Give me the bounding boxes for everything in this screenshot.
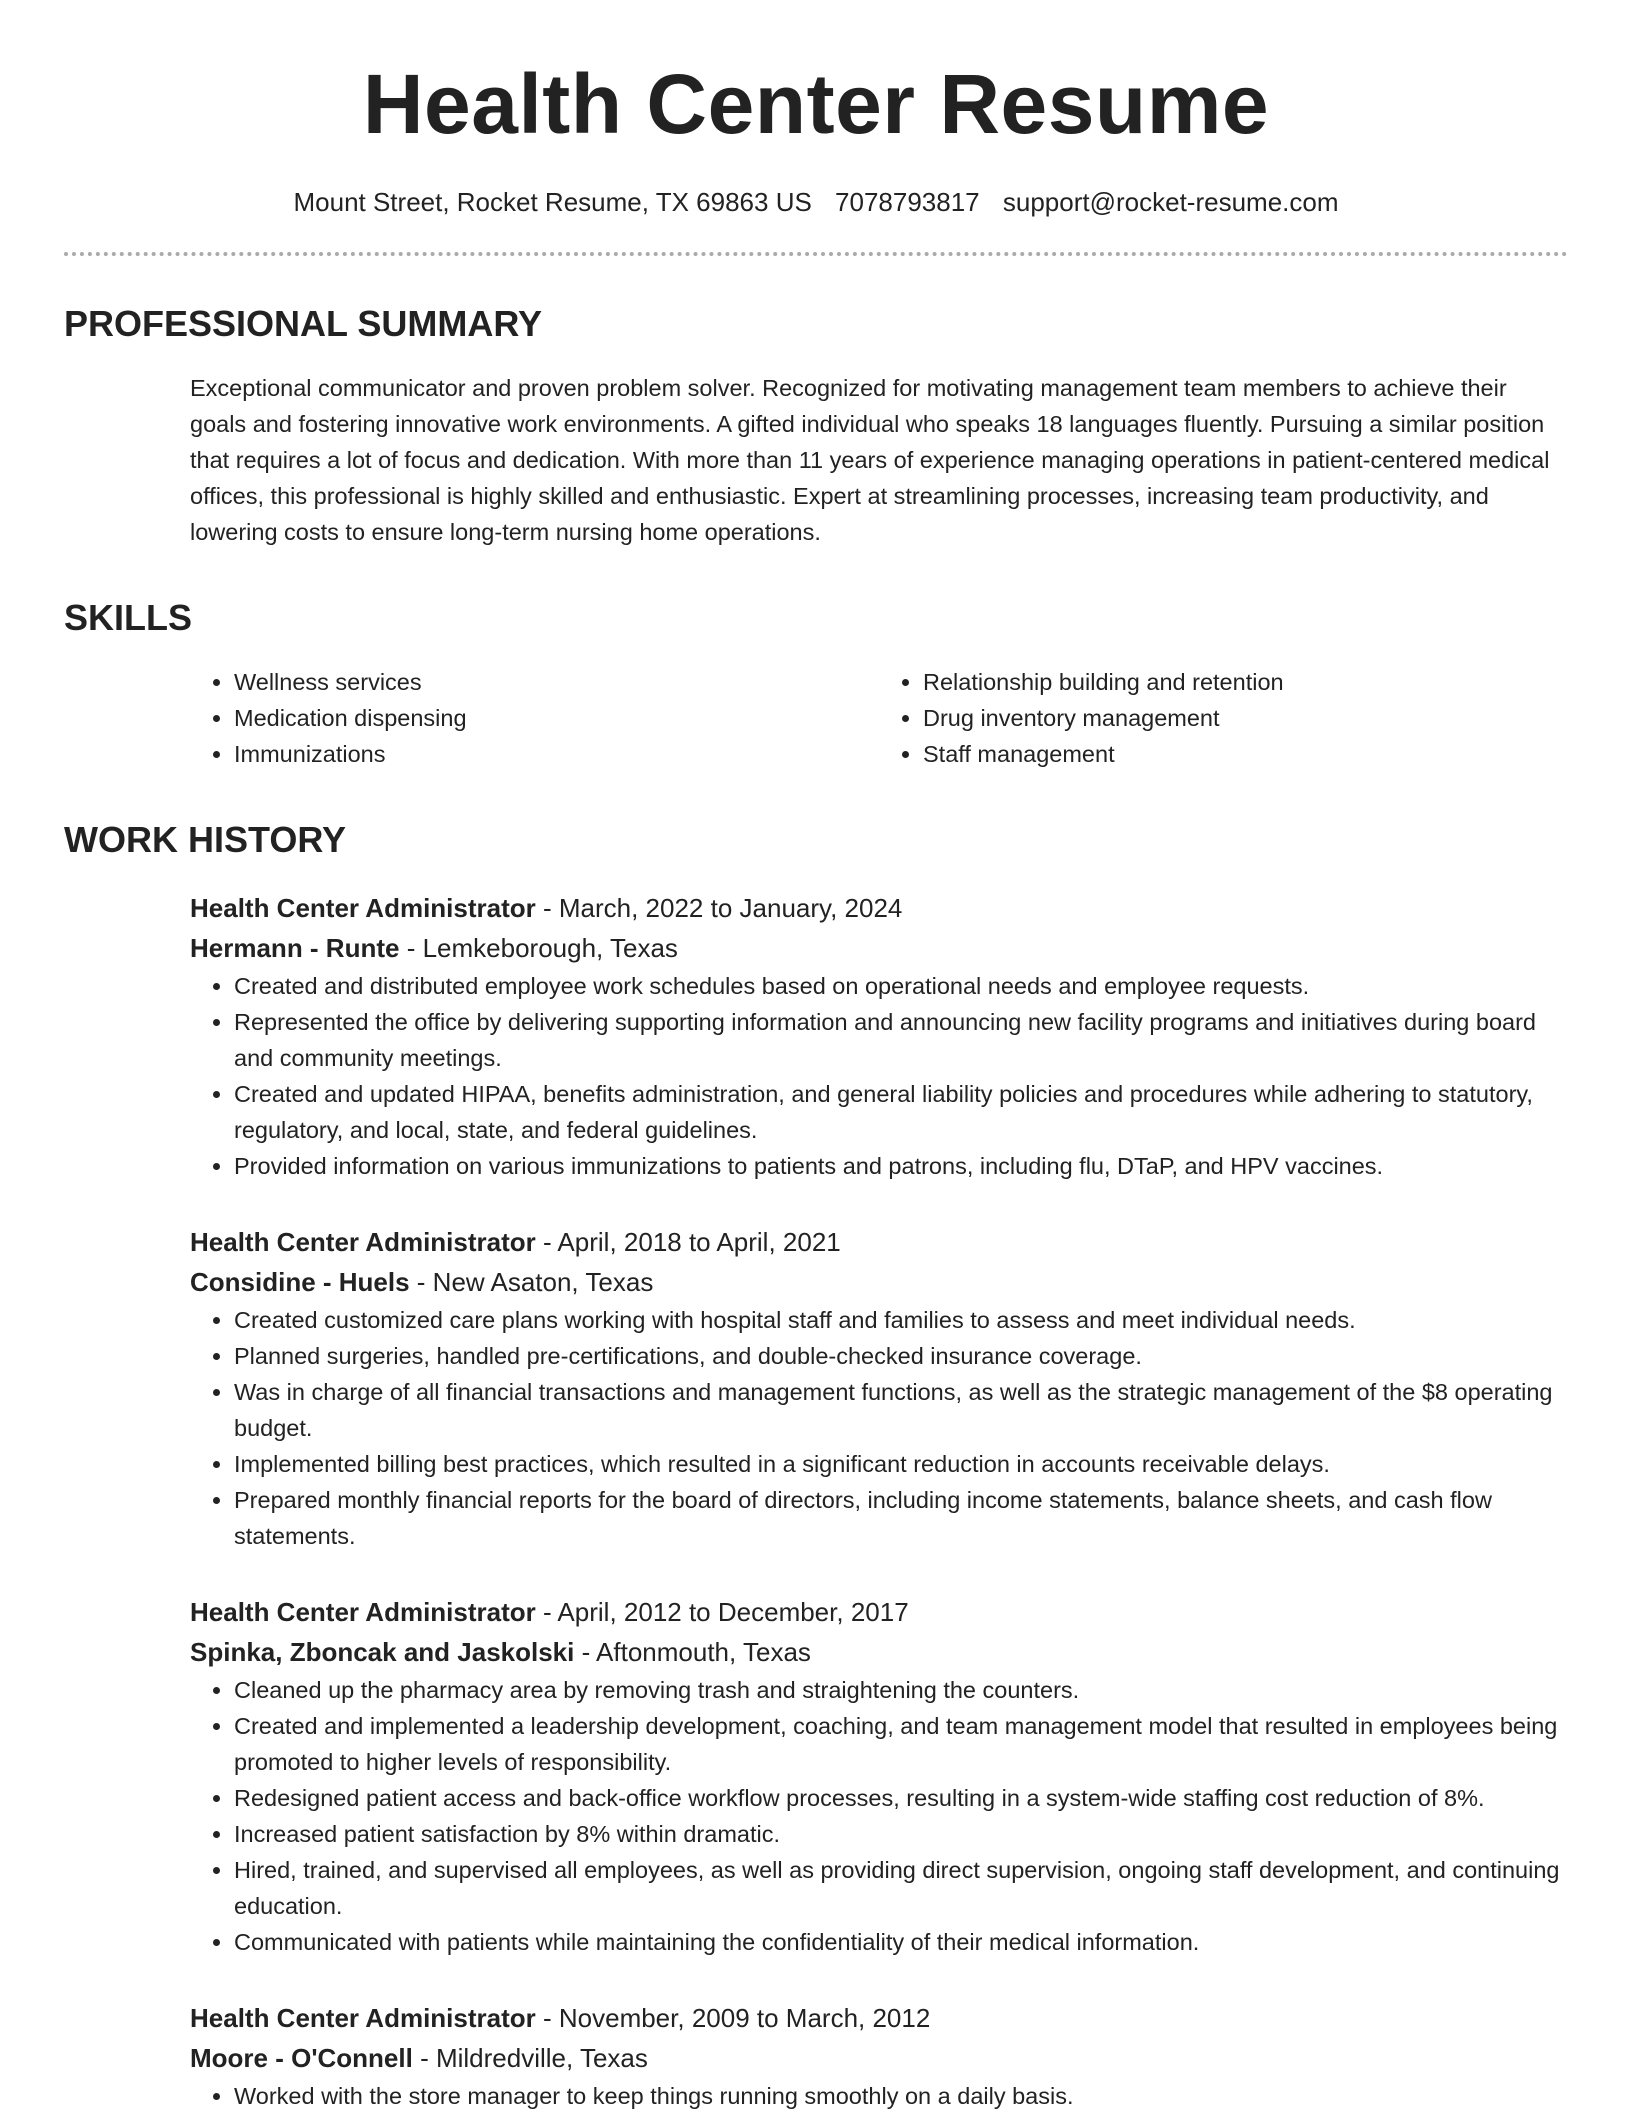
skill-item: • Drug inventory management [923, 700, 1568, 736]
contact-phone: 7078793817 [835, 187, 980, 217]
job-bullets [190, 968, 1568, 1184]
job-bullet: • Represented the office by delivering supporting information and announcing new facility programs and initiatives during board and community meetings. [234, 1004, 1568, 1076]
job-company: Moore - O'Connell [190, 2043, 413, 2073]
header-divider [64, 252, 1568, 256]
summary-heading: PROFESSIONAL SUMMARY [64, 303, 543, 344]
work-history-list [190, 888, 1568, 2114]
skills-column-left [190, 664, 879, 772]
job-location: - New Asaton, Texas [409, 1267, 654, 1297]
job-bullet: • Implemented billing best practices, which resulted in a significant reduction in accounts receivable delays. [234, 1446, 1568, 1482]
job-bullet: • Created and implemented a leadership development, coaching, and team management model that resulted in employees being promoted to higher levels of responsibility. [234, 1708, 1568, 1780]
job-entry [190, 1592, 1568, 1960]
job-bullet: • Increased patient satisfaction by 8% within dramatic. [234, 1816, 1568, 1852]
contact-address: Mount Street, Rocket Resume, TX 69863 US [293, 187, 812, 217]
job-company: Hermann - Runte [190, 933, 400, 963]
resume-page [64, 0, 1568, 2114]
skills-column-right [879, 664, 1568, 772]
job-title-line [190, 1222, 1568, 1262]
skill-item: • Staff management [923, 736, 1568, 772]
work-history-heading: WORK HISTORY [64, 819, 347, 860]
job-company-line [190, 1632, 1568, 1672]
skills-heading: SKILLS [64, 597, 193, 638]
job-title-line [190, 1592, 1568, 1632]
job-dates: - November, 2009 to March, 2012 [535, 2003, 931, 2033]
skills-list [190, 664, 1568, 772]
job-company: Spinka, Zboncak and Jaskolski [190, 1637, 575, 1667]
job-bullet: • Hired, trained, and supervised all employees, as well as providing direct supervision, ongoing staff development, and continuing education. [234, 1852, 1568, 1924]
job-entry [190, 1222, 1568, 1554]
job-location: - Mildredville, Texas [412, 2043, 648, 2073]
job-title: Health Center Administrator [190, 2003, 536, 2033]
skill-item: • Relationship building and retention [923, 664, 1568, 700]
job-bullets [190, 1302, 1568, 1554]
skill-item: • Immunizations [234, 736, 879, 772]
job-bullet: • Cleaned up the pharmacy area by removing trash and straightening the counters. [234, 1672, 1568, 1708]
job-company: Considine - Huels [190, 1267, 410, 1297]
job-title-line [190, 1998, 1568, 2038]
job-dates: - April, 2012 to December, 2017 [535, 1597, 909, 1627]
job-location: - Aftonmouth, Texas [574, 1637, 811, 1667]
job-location: - Lemkeborough, Texas [399, 933, 678, 963]
contact-line [64, 186, 1568, 218]
job-company-line [190, 1262, 1568, 1302]
job-bullet: • Created and distributed employee work schedules based on operational needs and employee requests. [234, 968, 1568, 1004]
job-title: Health Center Administrator [190, 1227, 536, 1257]
job-bullet: • Communicated with patients while maintaining the confidentiality of their medical information. [234, 1924, 1568, 1960]
skill-item: • Medication dispensing [234, 700, 879, 736]
job-bullet: • Created customized care plans working with hospital staff and families to assess and meet individual needs. [234, 1302, 1568, 1338]
job-company-line [190, 928, 1568, 968]
job-bullets [190, 2078, 1568, 2114]
job-entry [190, 888, 1568, 1184]
job-bullet: • Planned surgeries, handled pre-certifications, and double-checked insurance coverage. [234, 1338, 1568, 1374]
job-title: Health Center Administrator [190, 893, 536, 923]
summary-text: Exceptional communicator and proven problem solver. Recognized for motivating management team members to achieve their goals and fostering innovative work environments. A gifted individual who speaks 18 languages fluently. Pursuing a similar position that requires a lot of focus and dedication. With more than 11 years of experience managing operations in patient-centered medical offices, this professional is highly skilled and enthusiastic. Expert at streamlining processes, increasing team productivity, and lowering costs to ensure long-term nursing home operations. [190, 375, 1550, 545]
contact-email: support@rocket-resume.com [1002, 187, 1339, 217]
skill-item: • Wellness services [234, 664, 879, 700]
job-bullet: • Provided information on various immunizations to patients and patrons, including flu, DTaP, and HPV vaccines. [234, 1148, 1568, 1184]
job-bullet: • Worked with the store manager to keep things running smoothly on a daily basis. [234, 2078, 1568, 2114]
resume-title: Health Center Resume [362, 57, 1270, 151]
job-bullet: • Prepared monthly financial reports for the board of directors, including income statements, balance sheets, and cash flow statements. [234, 1482, 1568, 1554]
job-bullet: • Redesigned patient access and back-office workflow processes, resulting in a system-wide staffing cost reduction of 8%. [234, 1780, 1568, 1816]
job-title-line [190, 888, 1568, 928]
job-title: Health Center Administrator [190, 1597, 536, 1627]
job-company-line [190, 2038, 1568, 2078]
job-bullet: • Created and updated HIPAA, benefits administration, and general liability policies and procedures while adhering to statutory, regulatory, and local, state, and federal guidelines. [234, 1076, 1568, 1148]
job-bullet: • Was in charge of all financial transactions and management functions, as well as the strategic management of the $8 operating budget. [234, 1374, 1568, 1446]
job-dates: - April, 2018 to April, 2021 [535, 1227, 841, 1257]
job-entry [190, 1998, 1568, 2114]
job-bullets [190, 1672, 1568, 1960]
job-dates: - March, 2022 to January, 2024 [535, 893, 903, 923]
